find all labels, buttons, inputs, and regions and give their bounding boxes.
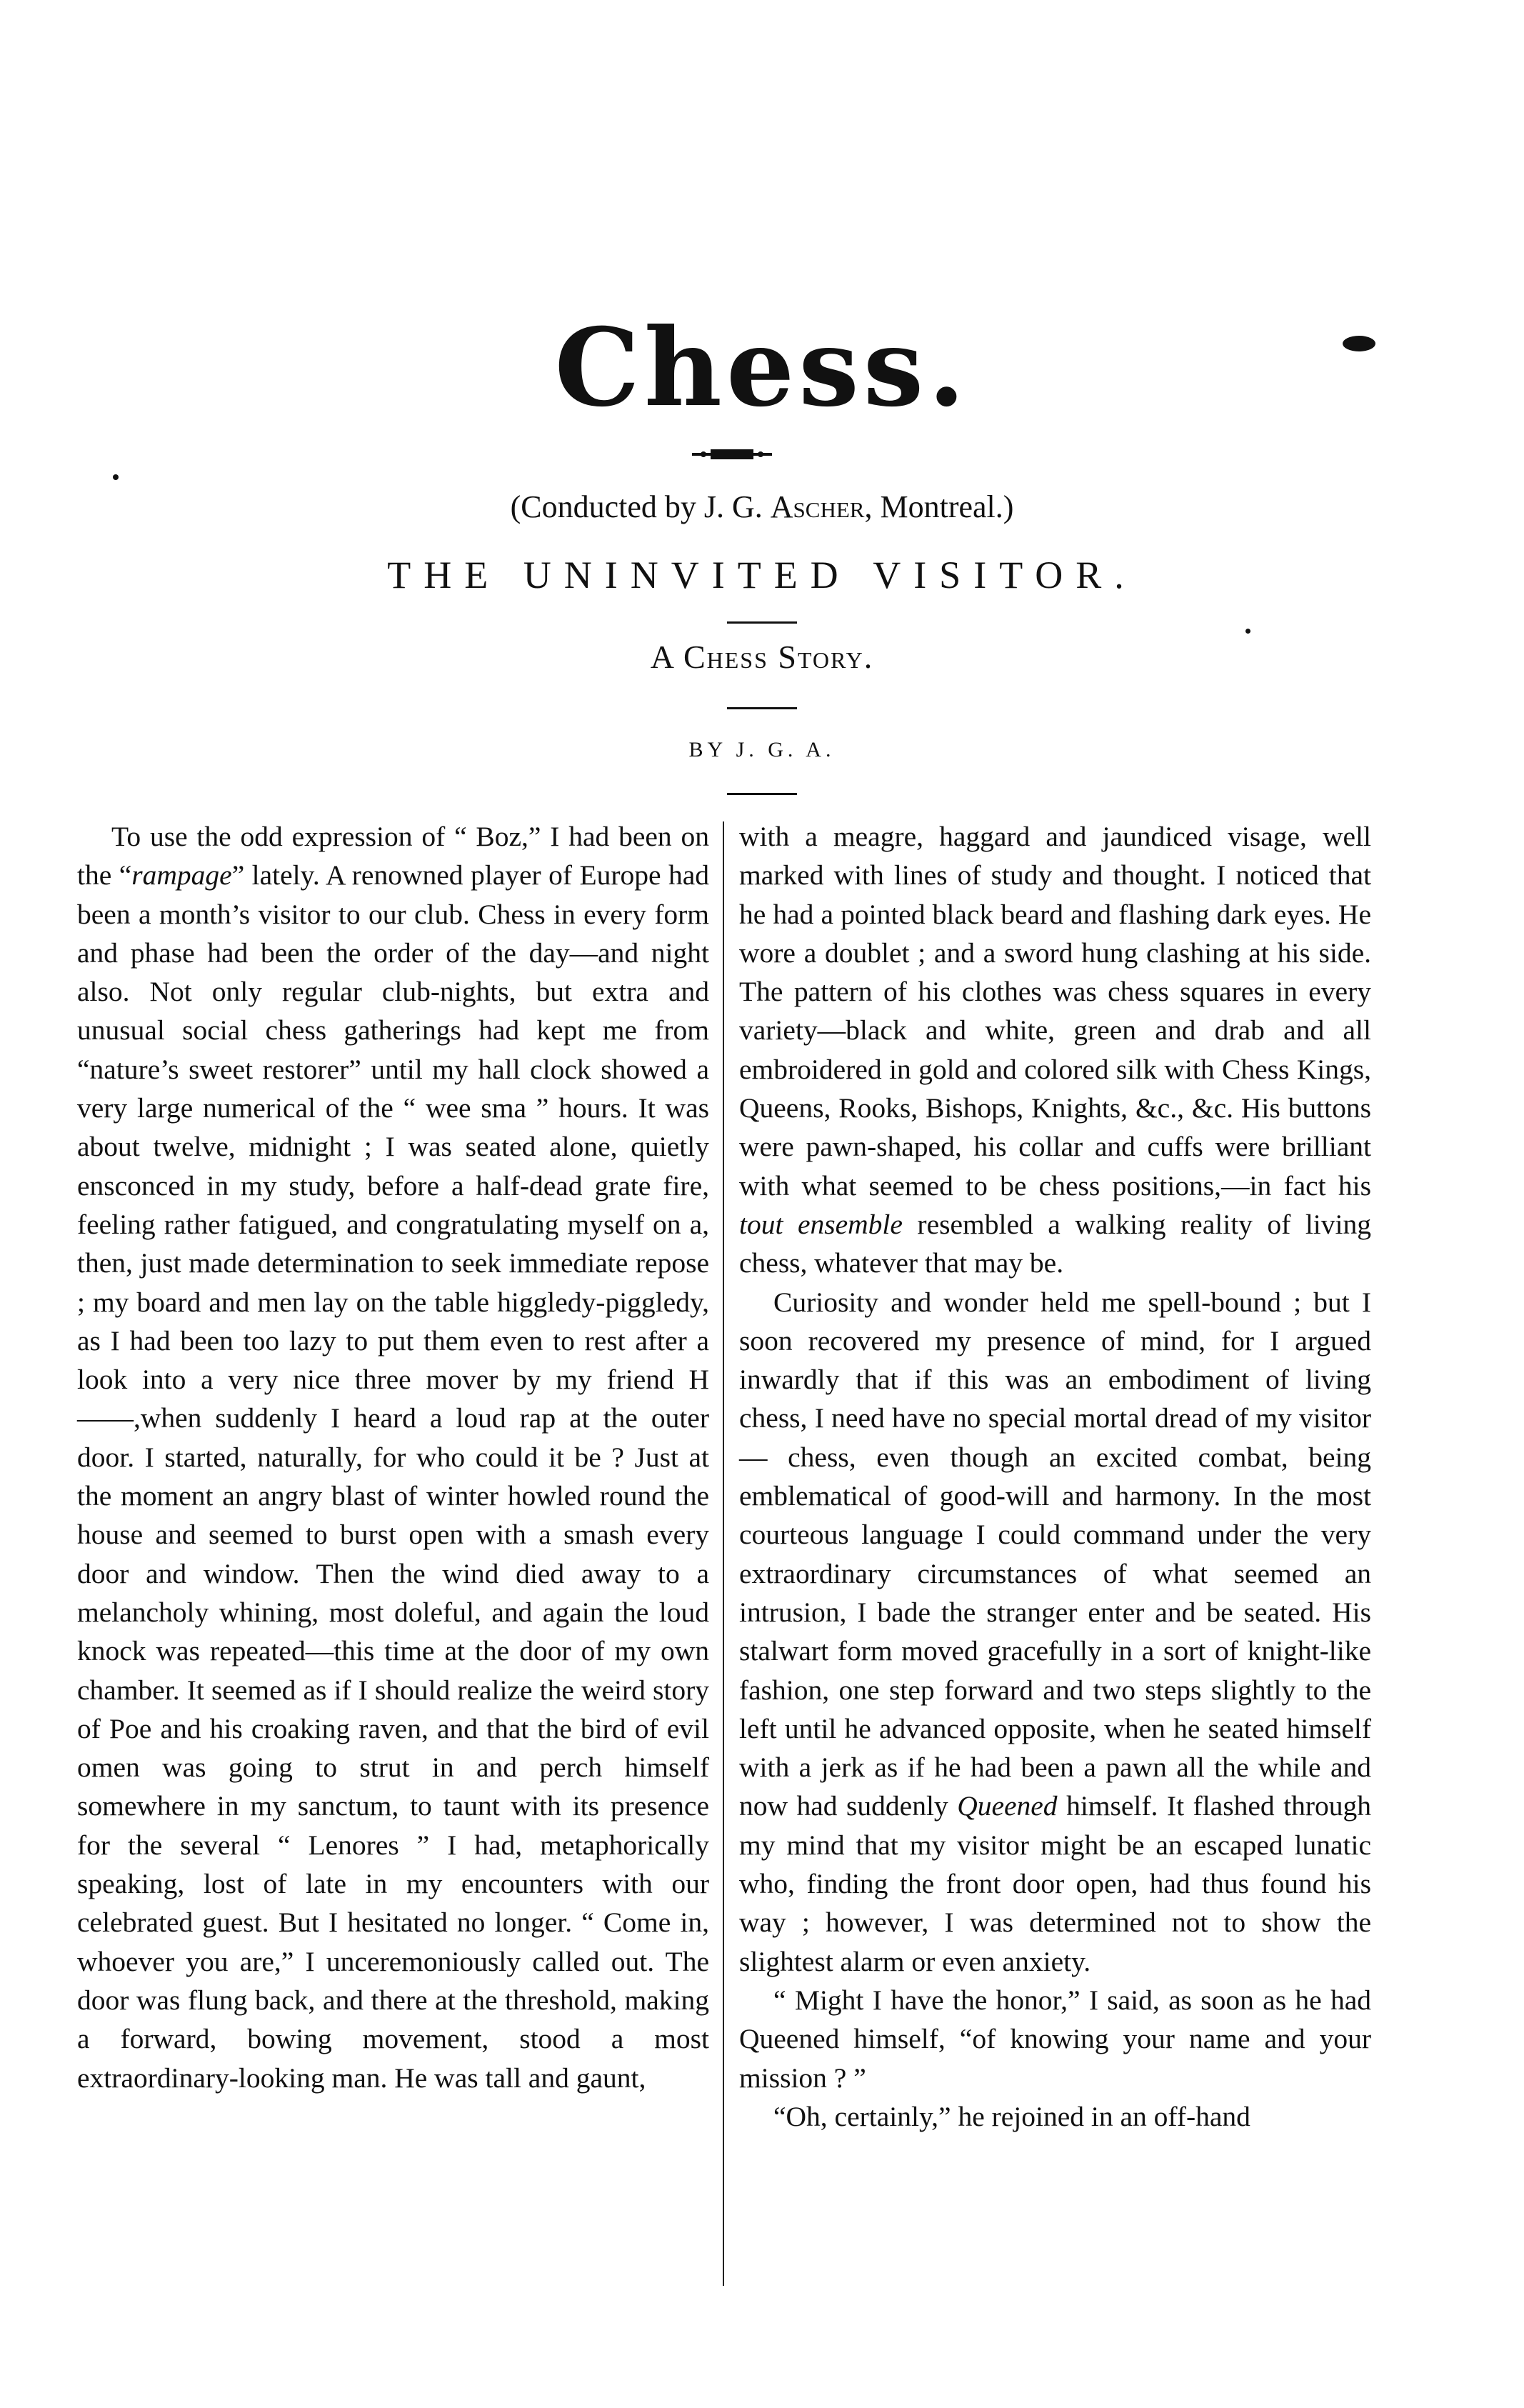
left-column <box>77 817 709 2097</box>
story-subtitle: A Chess Story. <box>650 639 874 675</box>
paragraph: “Oh, certainly,” he rejoined in an off-hand <box>773 2100 1250 2132</box>
paragraph <box>739 817 1371 1283</box>
byline: BY J. G. A. <box>688 738 836 761</box>
divider-rule <box>727 793 797 795</box>
divider-rule <box>727 707 797 709</box>
divider-rule <box>727 621 797 624</box>
editor-name: Ascher, <box>770 489 873 524</box>
section-title: Chess. <box>554 305 970 431</box>
text-run: Curiosity and wonder held me spell-bound ; but I soon recovered my presence of mind, for I argued inwardly that if this was an embodiment of living chess, I need have no special mortal dread of my visitor — chess, even though an excited combat, being emblematical of good-will and harmony. In the most courteous language I could command under the very extraordinary circumstances of what seemed an intrusion, I bade the stranger enter and be seated. His stalwart form moved gracefully in a sort of knight-like fashion, one step forward and two steps slightly to the left until he advanced opposite, when he seated himself with a jerk as if he had been a pawn all the while and now had suddenly <box>739 1286 1371 1822</box>
italic-text: tout ensemble <box>739 1208 903 1240</box>
ink-speck <box>113 474 119 480</box>
paragraph: “ Might I have the honor,” I said, as soon as he had Queened himself, “of knowing your name and your mission ? ” <box>739 1984 1371 2094</box>
ink-speck <box>1245 629 1250 634</box>
ornament-divider <box>689 447 775 461</box>
right-column <box>739 817 1371 2136</box>
text-run: himself. It flashed through my mind that my visitor might be an escaped lunatic who, finding the front door open, had thus found his way ; however, I was determined not to show the slightest alarm or even anxiety. <box>739 1790 1371 1977</box>
editor-credit-prefix: (Conducted by J. G. <box>510 489 763 524</box>
italic-text: rampage <box>131 859 232 891</box>
italic-text: Queened <box>957 1790 1058 1822</box>
story-title: THE UNINVITED VISITOR. <box>387 554 1137 596</box>
column-divider <box>723 821 724 2286</box>
text-run: To use the odd expression of “ Boz,” I had been on the “ <box>77 821 709 891</box>
paragraph <box>739 1283 1371 1981</box>
paragraph <box>77 817 709 2097</box>
editor-credit <box>0 486 1524 529</box>
ink-blot <box>1343 336 1375 351</box>
text-run: resembled a walking reality of living chess, whatever that may be. <box>739 1208 1371 1279</box>
editor-location: Montreal.) <box>880 489 1014 524</box>
text-run: with a meagre, haggard and jaundiced visage, well marked with lines of study and thought. I noticed that he had a pointed black beard and flashing dark eyes. He wore a doublet ; and a sword hung clashing at his side. The pattern of his clothes was chess squares in every variety—black and white, green and drab and all embroidered in gold and colored silk with Chess Kings, Queens, Rooks, Bishops, Knights, &c., &c. His buttons were pawn-shaped, his collar and cuffs were brilliant with what seemed to be chess positions,—in fact his <box>739 821 1371 1201</box>
text-run: ” lately. A renowned player of Europe had been a month’s visitor to our club. Chess in every form and phase had been the order of the day—and night also. Not only regular club-nights, but extra and unusual social chess gatherings had kept me from “nature’s sweet restorer” until my hall clock showed a very large numerical of the “ wee sma ” hours. It was about twelve, midnight ; I was seated alone, quietly ensconced in my study, before a half-dead grate fire, feeling rather fatigued, and congratulating myself on a, then, just made determination to seek immediate repose ; my board and men lay on the table higgledy-piggledy, as I had been too lazy to put them even to rest after a look into a very nice three mover by my friend H——,when suddenly I heard a loud rap at the outer door. I started, naturally, for who could it be ? Just at the moment an angry blast of winter howled round the house and seemed to burst open with a smash every door and window. Then the wind died away to a melancholy whining, most doleful, and again the loud knock was repeated—this time at the door of my own chamber. It seemed as if I should realize the weird story of Poe and his croaking raven, and that the bird of evil omen was going to strut in and perch himself somewhere in my sanctum, to taunt with its presence for the several “ Lenores ” I had, metaphorically speaking, lost of late in my encounters with our celebrated guest. But I hesitated no longer. “ Come in, whoever you are,” I unceremoniously called out. The door was flung back, and there at the threshold, making a forward, bowing movement, stood a most extraordinary-looking man. He was tall and gaunt, <box>77 859 709 2094</box>
